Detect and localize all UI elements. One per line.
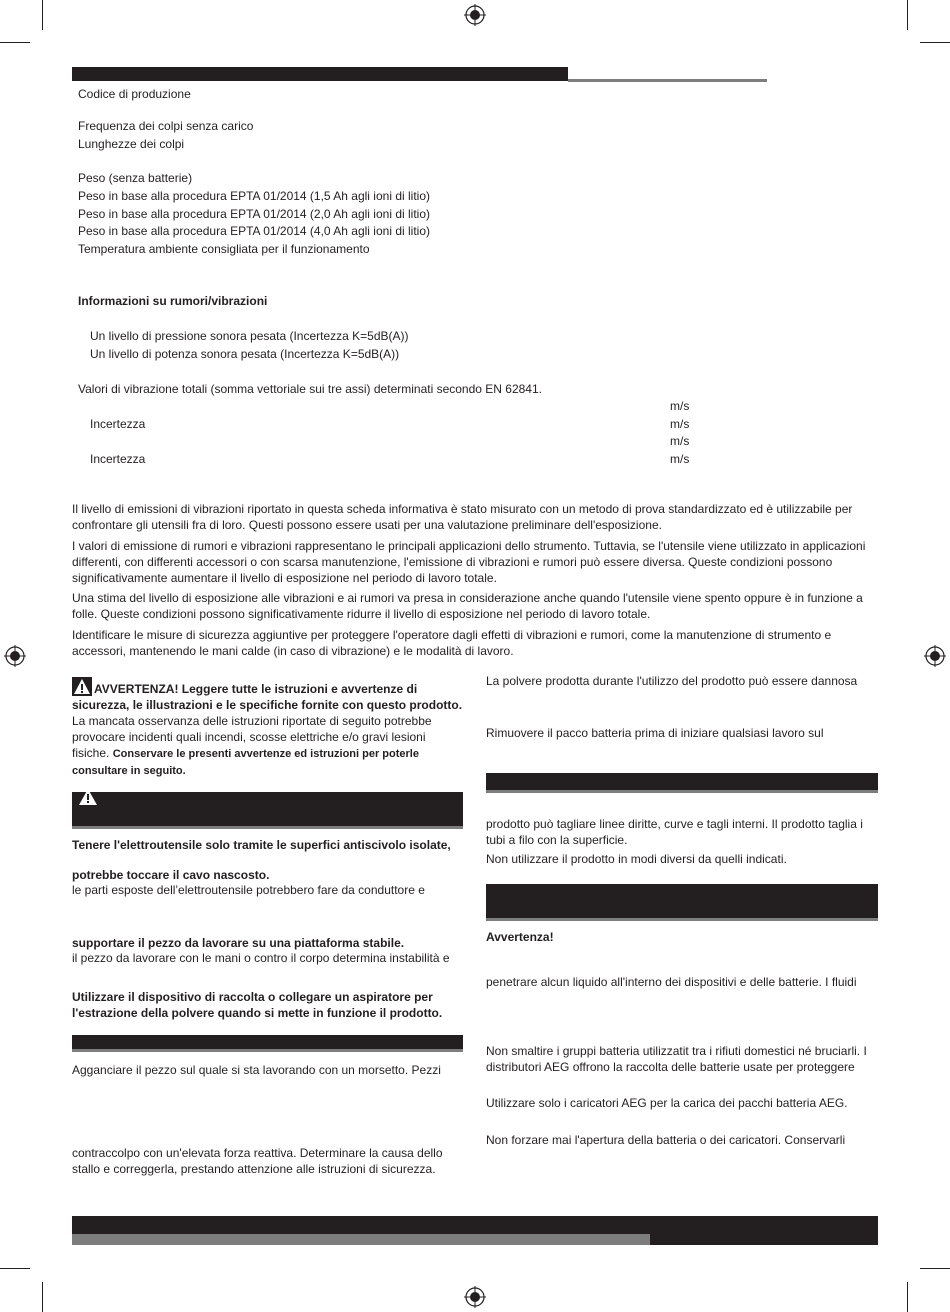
header-bar-gray: [568, 79, 767, 82]
registration-mark-icon: [464, 4, 486, 26]
registration-mark-icon: [4, 645, 26, 667]
spec-peso: Peso (senza batterie): [78, 171, 193, 185]
paragraph-valori: I valori di emissione di rumori e vibrazioni rappresentano le principali applicazioni dello strumento. Tuttavia, se l'utensile viene utilizzato in applicazioni differenti, con differenti accessori o con scarsa manutenzione, l'emissione di vibrazioni e rumori può essere diversa. Queste condizioni possono significativamente aumentare il livello di esposizione nel periodo di lavoro totale.: [72, 539, 866, 585]
crop-mark: [0, 42, 30, 43]
vibration-total: Valori di vibrazione totali (somma vettoriale sui tre assi) determinati secondo EN 62841.: [78, 382, 542, 396]
warning-text: La mancata osservanza delle istruzioni riportate di seguito potrebbe provocare incidenti quali incendi, scosse elettriche e/o gravi lesioni fisiche.: [72, 714, 432, 760]
section-bar-gray: [72, 826, 463, 829]
warning-keep: Conservare le presenti avvertenze ed istruzioni per poterle consultare in seguito.: [72, 748, 419, 777]
right-penetrare: penetrare alcun liquido all'interno dei dispositivi e delle batterie. I fluidi: [486, 975, 857, 989]
paragraph-misure: Identificare le misure di sicurezza aggiuntive per proteggere l'operatore dagli effetti di vibrazioni e rumori, come la manutenzione di strumento e accessori, mantenendo le mani calde (in caso di vibrazione) e le modalità di lavoro.: [72, 628, 832, 658]
spec-peso-20: Peso in base alla procedura EPTA 01/2014 (2,0 Ah agli ioni di litio): [78, 207, 430, 221]
paragraph-emissioni: Il livello di emissioni di vibrazioni riportato in questa scheda informativa è stato misurato con un metodo di prova standardizzato ed è utilizzabile per confrontare gli utensili fra di loro. Questi possono essere usati per una valutazione preliminare dell'esposizione.: [72, 502, 853, 532]
noise-heading: Informazioni su rumori/vibrazioni: [78, 294, 268, 308]
safety-potrebbe: potrebbe toccare il cavo nascosto.: [72, 868, 270, 882]
right-prodotto-taglia: prodotto può tagliare linee diritte, curve e tagli interni. Il prodotto taglia i tubi a filo con la superficie.: [486, 817, 863, 847]
spec-codice: Codice di produzione: [78, 87, 191, 101]
section-bar-small: [72, 1035, 463, 1049]
section-bar-safety: [72, 792, 463, 826]
safety-utilizzare-dispositivo: Utilizzare il dispositivo di raccolta o collegare un aspiratore per l'estrazione della polvere quando si mette in funzione il prodotto.: [72, 990, 443, 1020]
safety-agganciare: Agganciare il pezzo sul quale si sta lavorando con un morsetto. Pezzi: [72, 1063, 441, 1077]
vibration-incertezza: Incertezza: [90, 452, 146, 466]
paragraph-stima: Una stima del livello di esposizione alle vibrazioni e ai rumori va presa in considerazione anche quando l'utensile viene spento oppure è in funzione a folle. Queste condizioni possono significativamente ridurre il livello di esposizione nel periodo di lavoro totale.: [72, 591, 863, 621]
safety-pezzo: il pezzo da lavorare con le mani o contro il corpo determina instabilità e: [72, 951, 450, 965]
vibration-unit: m/s: [670, 417, 690, 431]
right-non-smaltire: Non smaltire i gruppi batteria utilizzatit tra i rifiuti domestici né bruciarli. I distributori AEG offrono la raccolta delle batterie usate per proteggere: [486, 1044, 867, 1074]
vibration-incertezza: Incertezza: [90, 417, 146, 431]
safety-contraccolpo: contraccolpo con un'elevata forza reattiva. Determinare la causa dello stallo e correggerla, prestando attenzione alle istruzioni di sicurezza.: [72, 1146, 443, 1176]
noise-pressione: Un livello di pressione sonora pesata (Incertezza K=5dB(A)): [90, 329, 409, 343]
crop-mark: [0, 1268, 30, 1269]
crop-mark: [920, 1268, 950, 1269]
registration-mark-icon: [464, 1286, 486, 1308]
section-bar-gray: [72, 1049, 463, 1052]
safety-supportare: supportare il pezzo da lavorare su una piattaforma stabile.: [72, 936, 405, 950]
crop-mark: [42, 0, 43, 30]
header-bar: [72, 67, 568, 81]
right-caricatori: Utilizzare solo i caricatori AEG per la carica dei pacchi batteria AEG.: [486, 1096, 848, 1110]
spec-temperatura: Temperatura ambiente consigliata per il funzionamento: [78, 242, 370, 256]
vibration-unit: m/s: [670, 452, 690, 466]
right-polvere: La polvere prodotta durante l'utilizzo del prodotto può essere dannosa: [486, 674, 858, 688]
right-non-forzare: Non forzare mai l'apertura della batteria o dei caricatori. Conservarli: [486, 1133, 846, 1147]
crop-mark: [907, 1282, 908, 1312]
section-bar-battery: [486, 884, 878, 918]
vibration-unit: m/s: [670, 434, 690, 448]
warning-icon: [78, 788, 98, 806]
spec-lunghezze: Lunghezze dei colpi: [78, 137, 185, 151]
crop-mark: [907, 0, 908, 30]
safety-tenere: Tenere l'elettroutensile solo tramite le superfici antiscivolo isolate,: [72, 838, 451, 852]
footer-bar-gray: [72, 1234, 650, 1245]
section-bar-use: [486, 773, 878, 790]
right-rimuovere: Rimuovere il pacco batteria prima di iniziare qualsiasi lavoro sul: [486, 726, 824, 740]
warning-bold: AVVERTENZA! Leggere tutte le istruzioni e avvertenze di sicurezza, le illustrazioni e le specifiche fornite con questo prodotto.: [72, 682, 463, 712]
vibration-unit: m/s: [670, 399, 690, 413]
safety-parti: le parti esposte dell’elettroutensile potrebbero fare da conduttore e: [72, 883, 425, 897]
footer-bar-dark-end: [650, 1234, 878, 1245]
spec-peso-40: Peso in base alla procedura EPTA 01/2014 (4,0 Ah agli ioni di litio): [78, 224, 430, 238]
registration-mark-icon: [924, 645, 946, 667]
spec-frequenza: Frequenza dei colpi senza carico: [78, 119, 254, 133]
noise-potenza: Un livello di potenza sonora pesata (Incertezza K=5dB(A)): [90, 347, 400, 361]
crop-mark: [920, 42, 950, 43]
right-non-utilizzare: Non utilizzare il prodotto in modi diversi da quelli indicati.: [486, 852, 787, 866]
warning-block: [72, 681, 464, 779]
section-bar-gray: [486, 790, 878, 793]
footer-bar: [72, 1216, 878, 1234]
spec-peso-15: Peso in base alla procedura EPTA 01/2014 (1,5 Ah agli ioni di litio): [78, 189, 430, 203]
right-avvertenza: Avvertenza!: [486, 930, 554, 944]
crop-mark: [42, 1282, 43, 1312]
section-bar-gray: [486, 918, 878, 921]
